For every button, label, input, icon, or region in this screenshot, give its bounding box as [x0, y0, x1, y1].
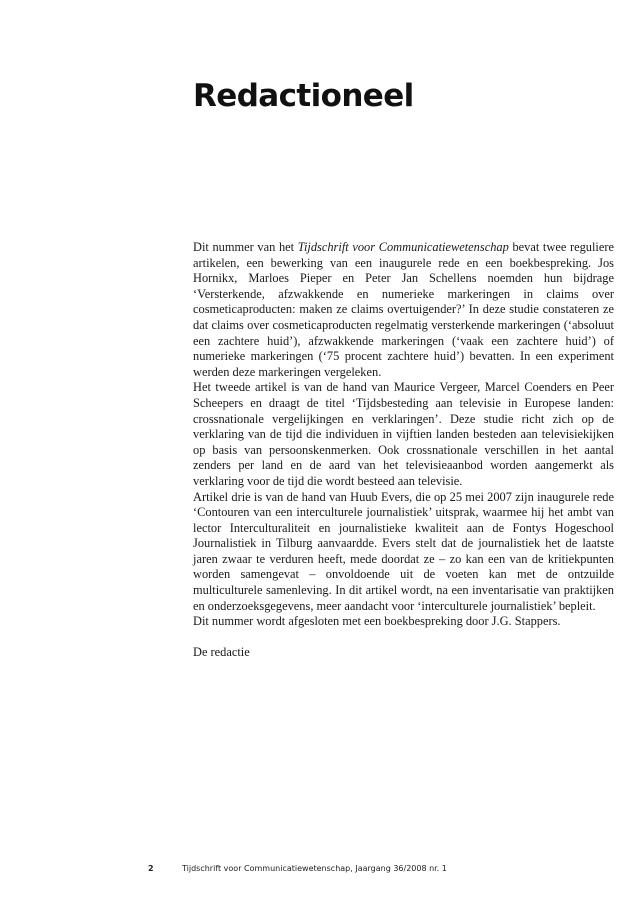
page-number: 2 — [148, 864, 154, 873]
journal-name: Tijdschrift voor Communicatiewetenschap — [297, 240, 509, 254]
paragraph-intro-before: Dit nummer van het — [193, 240, 298, 254]
page-footer — [148, 863, 447, 875]
paragraph-third-article: Artikel drie is van de hand van Huub Evers, die op 25 mei 2007 zijn inaugurele rede ‘Contouren van een interculturele journalistiek’ uitsprak, waarmee hij het ambt van lector Interculturaliteit en journalistieke kwaliteit aan de Fontys Hogeschool Journalistiek in Tilburg aanvaardde. Evers stelt dat de journalistiek het de laatste jaren zwaar te verduren heeft, mede doordat ze – zo kan een van de kritiekpunten worden samengevat – onvoldoende uit de voeten kan met de ontzuilde multiculturele samenleving. In dit artikel wordt, na een inventarisatie van praktijken en onderzoeksgegevens, meer aandacht voor ‘interculturele journalistiek’ bepleit. — [193, 489, 614, 613]
editorial-body — [193, 240, 614, 661]
paragraph-second-article: Het tweede artikel is van de hand van Maurice Vergeer, Marcel Coenders en Peer Scheepers en draagt de titel ‘Tijdsbesteding aan televisie in Europese landen: crossnationale vergelijkingen en verklaringen’. Deze studie richt zich op de verklaring van de tijd die individuen in vijftien landen besteden aan televisiekijken op basis van persoonskenmerken. Ook crossnationale verschillen in het aantal zenders per land en de aard van het televisieaanbod worden aangemerkt als verklaring voor de tijd die wordt besteed aan televisie. — [193, 380, 614, 488]
journal-info: Tijdschrift voor Communicatiewetenschap, Jaargang 36/2008 nr. 1 — [182, 864, 447, 873]
signature: De redactie — [193, 645, 250, 660]
paragraph-intro — [193, 240, 614, 380]
paragraph-intro-after: bevat twee reguliere artikelen, een bewerking van een inaugurele rede en een boekbespreking. Jos Hornikx, Marloes Pieper en Peter Jan Schellens noemden hun bijdrage ‘Versterkende, afzwakkende en numerieke markeringen in claims over cosmeticaproducten: maken ze claims overtuigender?’ In deze studie constateren ze dat claims over cosmeticaproducten regelmatig versterkende markeringen (‘absoluut een zachtere huid’), afzwakkende markeringen (‘vaak een zachtere huid’) of numerieke markeringen (‘75 procent zachtere huid’) bevatten. In een experiment werden deze markeringen vergeleken. — [193, 240, 614, 379]
page-title: Redactioneel — [193, 78, 414, 114]
paragraph-closing: Dit nummer wordt afgesloten met een boekbespreking door J.G. Stappers. — [193, 614, 561, 629]
